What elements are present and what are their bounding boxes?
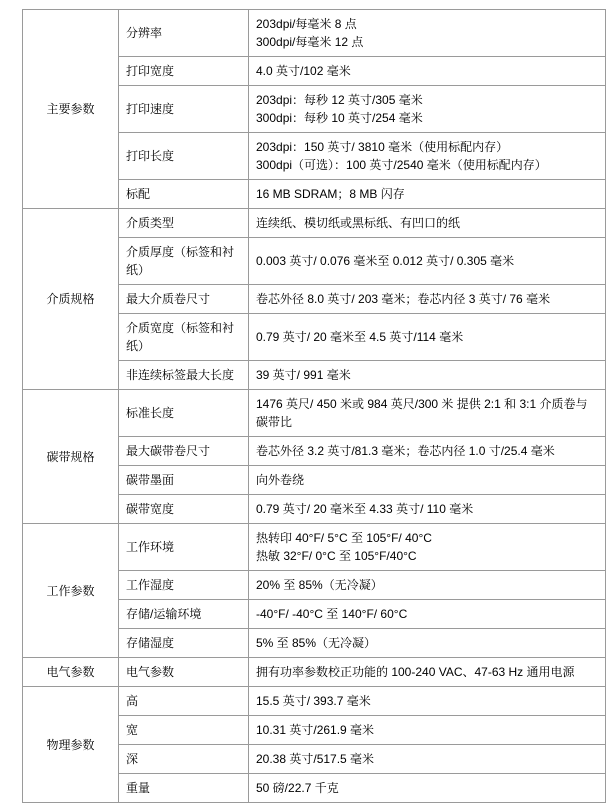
- parameter-cell: 碳带墨面: [119, 466, 249, 495]
- category-cell: 物理参数: [23, 687, 119, 803]
- category-cell: 电气参数: [23, 658, 119, 687]
- parameter-cell: 最大介质卷尺寸: [119, 285, 249, 314]
- value-cell: [249, 600, 606, 629]
- table-row: [23, 209, 606, 238]
- value-line: 10.31 英寸/261.9 毫米: [256, 723, 375, 737]
- value-line: 15.5 英寸/ 393.7 毫米: [256, 694, 371, 708]
- category-cell: 介质规格: [23, 209, 119, 390]
- category-cell: 工作参数: [23, 524, 119, 658]
- value-line: 203dpi：每秒 12 英寸/305 毫米: [256, 93, 423, 107]
- parameter-cell: 打印长度: [119, 133, 249, 180]
- value-line: 300dpi（可选）：100 英寸/2540 毫米（使用标配内存）: [256, 158, 547, 172]
- value-cell: [249, 495, 606, 524]
- parameter-cell: 宽: [119, 716, 249, 745]
- value-cell: [249, 86, 606, 133]
- value-line: 0.003 英寸/ 0.076 毫米至 0.012 英寸/ 0.305 毫米: [256, 254, 515, 268]
- value-line: 向外卷绕: [256, 473, 305, 487]
- value-cell: [249, 238, 606, 285]
- value-line: 203dpi/每毫米 8 点: [256, 17, 357, 31]
- value-line: 20% 至 85%（无冷凝）: [256, 578, 383, 592]
- parameter-cell: 介质厚度（标签和衬纸）: [119, 238, 249, 285]
- value-line: 203dpi：150 英寸/ 3810 毫米（使用标配内存）: [256, 140, 509, 154]
- value-cell: [249, 180, 606, 209]
- parameter-cell: 介质宽度（标签和衬纸）: [119, 314, 249, 361]
- parameter-cell: 碳带宽度: [119, 495, 249, 524]
- specifications-table: [22, 9, 606, 803]
- parameter-cell: 非连续标签最大长度: [119, 361, 249, 390]
- parameter-cell: 存储湿度: [119, 629, 249, 658]
- value-cell: [249, 466, 606, 495]
- value-line: 5% 至 85%（无冷凝）: [256, 636, 377, 650]
- value-cell: [249, 571, 606, 600]
- value-cell: [249, 361, 606, 390]
- table-row: [23, 658, 606, 687]
- value-line: 卷芯外径 3.2 英寸/81.3 毫米；卷芯内径 1.0 寸/25.4 毫米: [256, 444, 555, 458]
- value-cell: [249, 133, 606, 180]
- value-cell: [249, 629, 606, 658]
- value-line: 50 磅/22.7 千克: [256, 781, 339, 795]
- value-line: 4.0 英寸/102 毫米: [256, 64, 351, 78]
- value-line: -40°F/ -40°C 至 140°F/ 60°C: [256, 607, 408, 621]
- parameter-cell: 打印速度: [119, 86, 249, 133]
- parameter-cell: 存储/运输环境: [119, 600, 249, 629]
- table-row: [23, 10, 606, 57]
- value-cell: [249, 390, 606, 437]
- parameter-cell: 最大碳带卷尺寸: [119, 437, 249, 466]
- value-line: 20.38 英寸/517.5 毫米: [256, 752, 375, 766]
- category-cell: 碳带规格: [23, 390, 119, 524]
- parameter-cell: 打印宽度: [119, 57, 249, 86]
- parameter-cell: 分辨率: [119, 10, 249, 57]
- value-cell: [249, 437, 606, 466]
- value-line: 卷芯外径 8.0 英寸/ 203 毫米；卷芯内径 3 英寸/ 76 毫米: [256, 292, 551, 306]
- parameter-cell: 重量: [119, 774, 249, 803]
- value-line: 1476 英尺/ 450 米或 984 英尺/300 米 提供 2:1 和 3:1 介质卷与碳带比: [256, 397, 588, 429]
- specifications-table-body: [23, 10, 606, 803]
- category-cell: 主要参数: [23, 10, 119, 209]
- table-row: [23, 524, 606, 571]
- value-cell: [249, 524, 606, 571]
- value-cell: [249, 716, 606, 745]
- value-line: 0.79 英寸/ 20 毫米至 4.33 英寸/ 110 毫米: [256, 502, 474, 516]
- parameter-cell: 标配: [119, 180, 249, 209]
- parameter-cell: 介质类型: [119, 209, 249, 238]
- value-line: 拥有功率参数校正功能的 100-240 VAC、47-63 Hz 通用电源: [256, 665, 575, 679]
- value-line: 连续纸、模切纸或黑标纸、有凹口的纸: [256, 216, 461, 230]
- parameter-cell: 工作湿度: [119, 571, 249, 600]
- value-line: 300dpi/每毫米 12 点: [256, 35, 364, 49]
- parameter-cell: 高: [119, 687, 249, 716]
- value-cell: [249, 57, 606, 86]
- parameter-cell: 深: [119, 745, 249, 774]
- value-line: 39 英寸/ 991 毫米: [256, 368, 351, 382]
- table-row: [23, 687, 606, 716]
- value-cell: [249, 314, 606, 361]
- parameter-cell: 标准长度: [119, 390, 249, 437]
- value-cell: [249, 285, 606, 314]
- value-cell: [249, 658, 606, 687]
- value-line: 300dpi：每秒 10 英寸/254 毫米: [256, 111, 423, 125]
- value-line: 16 MB SDRAM；8 MB 闪存: [256, 187, 405, 201]
- value-line: 热敏 32°F/ 0°C 至 105°F/40°C: [256, 549, 417, 563]
- parameter-cell: 工作环境: [119, 524, 249, 571]
- table-row: [23, 390, 606, 437]
- value-cell: [249, 745, 606, 774]
- value-cell: [249, 687, 606, 716]
- value-line: 热转印 40°F/ 5°C 至 105°F/ 40°C: [256, 531, 432, 545]
- parameter-cell: 电气参数: [119, 658, 249, 687]
- value-cell: [249, 209, 606, 238]
- value-cell: [249, 10, 606, 57]
- value-cell: [249, 774, 606, 803]
- value-line: 0.79 英寸/ 20 毫米至 4.5 英寸/114 毫米: [256, 330, 464, 344]
